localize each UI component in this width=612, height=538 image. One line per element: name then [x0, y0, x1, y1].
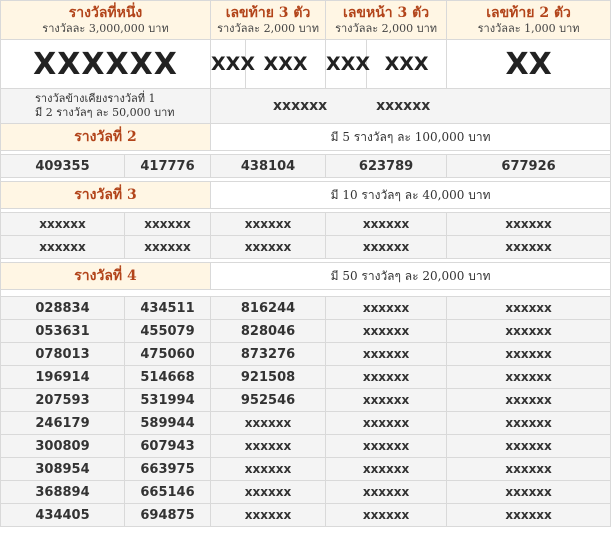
- prize4-number: 434405: [1, 504, 125, 527]
- prize2-header: [1, 124, 611, 151]
- prize2-number: 417776: [125, 155, 211, 178]
- prize4-number: xxxxxx: [326, 343, 447, 366]
- header-last2: [447, 1, 611, 40]
- prize4-number: xxxxxx: [326, 366, 447, 389]
- prize4-number: xxxxxx: [211, 412, 326, 435]
- near-prize-label-2: มี 2 รางวัลๆ ละ 50,000 บาท: [35, 106, 175, 119]
- near-prize-label-1: รางวัลข้างเคียงรางวัลที่ 1: [35, 92, 156, 105]
- prize4-number: 053631: [1, 320, 125, 343]
- prize4-number: 475060: [125, 343, 211, 366]
- prize3-row: [1, 213, 611, 236]
- prize4-number: 589944: [125, 412, 211, 435]
- prize3-number: xxxxxx: [326, 213, 447, 236]
- prize4-number: 921508: [211, 366, 326, 389]
- prize3-number: xxxxxx: [447, 213, 611, 236]
- prize4-number: 078013: [1, 343, 125, 366]
- header-sub: รางวัลละ 2,000 บาท: [217, 22, 319, 35]
- prize4-number: xxxxxx: [326, 481, 447, 504]
- header-sub: รางวัลละ 1,000 บาท: [477, 22, 580, 35]
- prize3-number: xxxxxx: [125, 236, 211, 259]
- main-numbers-row: [1, 40, 611, 89]
- prize3-number: xxxxxx: [211, 213, 326, 236]
- prize2-label: รางวัลที่ 2: [1, 124, 211, 151]
- prize4-desc: มี 50 รางวัลๆ ละ 20,000 บาท: [211, 263, 611, 290]
- header-title: เลขท้าย 2 ตัว: [486, 5, 571, 21]
- first-prize-number: XXXXXX: [1, 40, 211, 89]
- prize3-number: xxxxxx: [447, 236, 611, 259]
- prize4-number: xxxxxx: [326, 504, 447, 527]
- prize3-header: [1, 182, 611, 209]
- prize4-number: xxxxxx: [447, 481, 611, 504]
- prize4-number: 028834: [1, 297, 125, 320]
- header-last3: [211, 1, 326, 40]
- prize4-number: 514668: [125, 366, 211, 389]
- prize4-row: [1, 481, 611, 504]
- prize4-number: 952546: [211, 389, 326, 412]
- prize4-number: 455079: [125, 320, 211, 343]
- prize4-number: 368894: [1, 481, 125, 504]
- spacer: [1, 290, 611, 297]
- prize4-number: 816244: [211, 297, 326, 320]
- prize4-row: [1, 343, 611, 366]
- header-title: รางวัลที่หนึ่ง: [68, 5, 143, 21]
- near-prize-row: [1, 89, 611, 124]
- prize4-number: xxxxxx: [211, 435, 326, 458]
- prize4-number: xxxxxx: [326, 458, 447, 481]
- prize4-header: [1, 263, 611, 290]
- last3-number-1: XXX: [211, 40, 246, 89]
- prize4-number: 663975: [125, 458, 211, 481]
- prize4-number: 196914: [1, 366, 125, 389]
- prize3-number: xxxxxx: [211, 236, 326, 259]
- prize4-number: xxxxxx: [447, 343, 611, 366]
- header-row: [1, 1, 611, 40]
- prize4-row: [1, 435, 611, 458]
- prize2-number: 409355: [1, 155, 125, 178]
- spacer-cell: [1, 290, 611, 297]
- prize3-row: [1, 236, 611, 259]
- header-first-prize: [1, 1, 211, 40]
- prize2-number: 677926: [447, 155, 611, 178]
- near-prize-values: [211, 89, 611, 124]
- prize4-row: [1, 320, 611, 343]
- prize4-number: 607943: [125, 435, 211, 458]
- prize4-number: xxxxxx: [211, 458, 326, 481]
- prize4-number: xxxxxx: [447, 320, 611, 343]
- prize4-number: 207593: [1, 389, 125, 412]
- prize2-desc: มี 5 รางวัลๆ ละ 100,000 บาท: [211, 124, 611, 151]
- prize4-row: [1, 458, 611, 481]
- prize4-number: xxxxxx: [447, 412, 611, 435]
- prize4-number: xxxxxx: [326, 320, 447, 343]
- prize4-number: 665146: [125, 481, 211, 504]
- header-title: เลขหน้า 3 ตัว: [343, 5, 430, 21]
- header-front3: [326, 1, 447, 40]
- prize4-number: xxxxxx: [447, 366, 611, 389]
- header-title: เลขท้าย 3 ตัว: [225, 5, 311, 21]
- prize3-number: xxxxxx: [125, 213, 211, 236]
- prize4-label: รางวัลที่ 4: [1, 263, 211, 290]
- prize4-row: [1, 389, 611, 412]
- last3-number-2: XXX: [246, 40, 326, 89]
- prize4-number: xxxxxx: [211, 504, 326, 527]
- front3-number-2: XXX: [367, 40, 447, 89]
- prize2-row: [1, 155, 611, 178]
- front3-number-1: XXX: [326, 40, 367, 89]
- prize4-number: xxxxxx: [447, 435, 611, 458]
- prize4-number: 531994: [125, 389, 211, 412]
- prize3-label: รางวัลที่ 3: [1, 182, 211, 209]
- prize4-number: 308954: [1, 458, 125, 481]
- near-prize-label: [1, 89, 211, 124]
- prize2-number: 438104: [211, 155, 326, 178]
- prize4-number: xxxxxx: [447, 389, 611, 412]
- prize4-number: xxxxxx: [211, 481, 326, 504]
- prize4-row: [1, 297, 611, 320]
- prize4-row: [1, 412, 611, 435]
- prize4-number: 694875: [125, 504, 211, 527]
- last2-number: XX: [447, 40, 611, 89]
- prize3-number: xxxxxx: [326, 236, 447, 259]
- header-sub: รางวัลละ 3,000,000 บาท: [42, 22, 169, 35]
- prize3-number: xxxxxx: [1, 213, 125, 236]
- near-prize-value-2: xxxxxx: [376, 98, 431, 114]
- prize4-number: xxxxxx: [326, 435, 447, 458]
- prize4-number: xxxxxx: [447, 458, 611, 481]
- prize3-desc: มี 10 รางวัลๆ ละ 40,000 บาท: [211, 182, 611, 209]
- prize4-number: xxxxxx: [447, 297, 611, 320]
- header-sub: รางวัลละ 2,000 บาท: [335, 22, 438, 35]
- prize4-number: xxxxxx: [326, 297, 447, 320]
- prize4-rows: [1, 297, 611, 527]
- prize4-number: 300809: [1, 435, 125, 458]
- prize4-number: 873276: [211, 343, 326, 366]
- prize3-number: xxxxxx: [1, 236, 125, 259]
- prize4-number: 434511: [125, 297, 211, 320]
- prize4-number: xxxxxx: [326, 412, 447, 435]
- prize2-number: 623789: [326, 155, 447, 178]
- prize4-number: 246179: [1, 412, 125, 435]
- prize4-number: xxxxxx: [447, 504, 611, 527]
- prize4-number: xxxxxx: [326, 389, 447, 412]
- prize4-number: 828046: [211, 320, 326, 343]
- prize4-row: [1, 504, 611, 527]
- near-prize-value-1: xxxxxx: [273, 98, 328, 114]
- prize4-row: [1, 366, 611, 389]
